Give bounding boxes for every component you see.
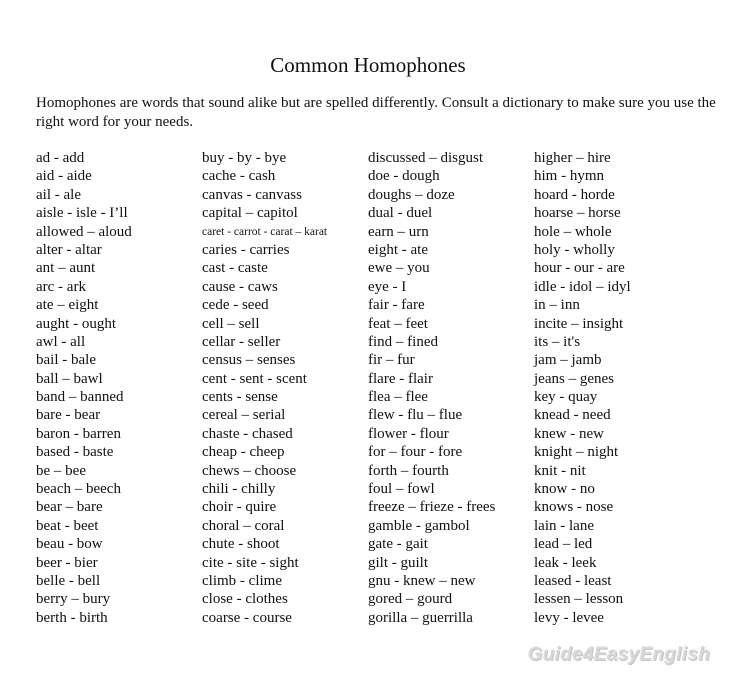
homophone-item: chews – choose (202, 462, 297, 479)
homophone-item: gilt - guilt (368, 554, 428, 571)
homophone-item: fir – fur (368, 352, 415, 369)
homophone-item: fair - fare (368, 297, 425, 314)
homophone-item: flew - flu – flue (368, 407, 463, 424)
homophone-column-2 (202, 149, 364, 627)
homophone-item: gnu - knew – new (368, 572, 476, 589)
homophone-item: cellar - seller (202, 333, 281, 350)
homophone-item: in – inn (534, 297, 580, 314)
homophone-item: its – it's (534, 333, 581, 350)
homophone-item: beach – beech (36, 481, 121, 498)
homophone-item: bail - bale (36, 352, 96, 369)
homophone-item: cheap - cheep (202, 444, 285, 461)
homophone-item: beau - bow (36, 536, 103, 553)
homophone-item: caries - carries (202, 241, 290, 258)
homophone-item: chaste - chased (202, 425, 293, 442)
homophone-item: chili - chilly (202, 481, 276, 498)
homophone-item: capital – capitol (202, 205, 298, 222)
homophone-item: dual - duel (368, 205, 433, 222)
homophone-item: earn – urn (368, 223, 429, 240)
homophone-item: knit - nit (534, 462, 586, 479)
homophone-item: incite – insight (534, 315, 624, 332)
intro-paragraph: Homophones are words that sound alike but are spelled differently. Consult a dictionary to make sure you use the right word for your needs. (36, 95, 716, 130)
homophone-item: arc - ark (36, 278, 86, 295)
homophone-item: jeans – genes (534, 370, 614, 387)
homophone-item: beat - beet (36, 517, 99, 534)
homophone-item: cell – sell (202, 315, 260, 332)
homophone-item: eight - ate (368, 241, 428, 258)
homophone-item: ate – eight (36, 297, 99, 314)
homophone-item: leased - least (534, 572, 612, 589)
homophone-item: be – bee (36, 462, 86, 479)
homophone-item: flea – flee (368, 389, 428, 406)
homophone-item: know - no (534, 481, 595, 498)
homophone-item: ail - ale (36, 186, 81, 203)
homophone-item: based - baste (36, 444, 114, 461)
homophone-item: gorilla – guerrilla (368, 609, 473, 626)
homophone-item: hour - our - are (534, 260, 625, 277)
homophone-item: levy - levee (534, 609, 604, 626)
homophone-item: berry – bury (36, 591, 111, 608)
homophone-item: climb - clime (202, 572, 282, 589)
homophone-item: jam – jamb (534, 352, 602, 369)
homophone-item: freeze – frieze - frees (368, 499, 496, 516)
homophone-item: gored – gourd (368, 591, 453, 608)
homophone-item: eye - I (368, 278, 407, 295)
homophone-item: lain - lane (534, 517, 594, 534)
page-title: Common Homophones (270, 53, 466, 77)
homophone-item: aid - aide (36, 168, 92, 185)
homophone-item: choral – coral (202, 517, 285, 534)
homophone-item: close - clothes (202, 591, 288, 608)
homophone-item: ewe – you (368, 260, 430, 277)
homophone-item: aught - ought (36, 315, 116, 332)
homophone-item: flare - flair (368, 370, 433, 387)
homophone-item: cite - site - sight (202, 554, 299, 571)
homophone-item: caret - carrot - carat – karat (202, 225, 328, 238)
homophone-column-1 (36, 149, 198, 627)
homophone-item: allowed – aloud (36, 223, 132, 240)
homophone-item: beer - bier (36, 554, 98, 571)
homophone-item: ball – bawl (36, 370, 103, 387)
homophone-item: key - quay (534, 389, 598, 406)
homophone-item: cede - seed (202, 297, 269, 314)
homophone-item: bear – bare (36, 499, 103, 516)
homophone-item: ant – aunt (36, 260, 96, 277)
homophone-item: doughs – doze (368, 186, 455, 203)
homophone-item: baron - barren (36, 425, 121, 442)
homophone-item: berth - birth (36, 609, 108, 626)
homophone-item: flower - flour (368, 425, 449, 442)
watermark-logo: Guide4EasyEnglish (527, 644, 710, 665)
homophone-item: forth – fourth (368, 462, 449, 479)
homophone-item: bare - bear (36, 407, 101, 424)
homophone-item: for – four - fore (368, 444, 463, 461)
homophone-column-4 (534, 149, 696, 627)
homophone-item: cause - caws (202, 278, 278, 295)
homophone-item: buy - by - bye (202, 150, 287, 166)
homophone-item: find – fined (368, 333, 438, 350)
homophone-item: foul – fowl (368, 481, 435, 498)
homophone-item: cache - cash (202, 168, 276, 185)
homophone-item: knead - need (534, 407, 611, 424)
homophone-item: ad - add (36, 150, 85, 166)
homophone-item: feat – feet (368, 315, 428, 332)
homophone-item: knows - nose (534, 499, 614, 516)
homophone-item: band – banned (36, 389, 124, 406)
homophone-item: holy - wholly (534, 241, 615, 258)
homophone-item: census – senses (202, 352, 296, 369)
homophone-column-3 (368, 149, 530, 627)
homophone-item: higher – hire (534, 150, 611, 166)
homophone-item: doe - dough (368, 168, 440, 185)
homophone-item: hole – whole (534, 223, 612, 240)
homophone-item: idle - idol – idyl (534, 278, 631, 295)
homophone-item: cereal – serial (202, 407, 286, 424)
homophone-item: cent - sent - scent (202, 370, 307, 387)
homophone-item: knight – night (534, 444, 619, 461)
homophone-item: him - hymn (534, 168, 604, 185)
homophone-item: hoarse – horse (534, 205, 621, 222)
homophone-item: awl - all (36, 333, 86, 350)
homophone-item: cents - sense (202, 389, 278, 406)
homophone-item: discussed – disgust (368, 150, 484, 166)
homophone-item: leak - leek (534, 554, 597, 571)
homophone-item: gate - gait (368, 536, 428, 553)
homophone-item: aisle - isle - I’ll (36, 205, 128, 222)
homophone-item: alter - altar (36, 241, 102, 258)
homophone-item: knew - new (534, 425, 604, 442)
homophone-item: coarse - course (202, 609, 292, 626)
homophone-item: cast - caste (202, 260, 268, 277)
homophone-item: gamble - gambol (368, 517, 470, 534)
homophone-item: chute - shoot (202, 536, 280, 553)
homophone-item: lead – led (534, 536, 593, 553)
homophone-item: hoard - horde (534, 186, 615, 203)
homophone-item: lessen – lesson (534, 591, 624, 608)
homophone-item: canvas - canvass (202, 186, 302, 203)
homophone-item: belle - bell (36, 572, 101, 589)
homophone-item: choir - quire (202, 499, 277, 516)
